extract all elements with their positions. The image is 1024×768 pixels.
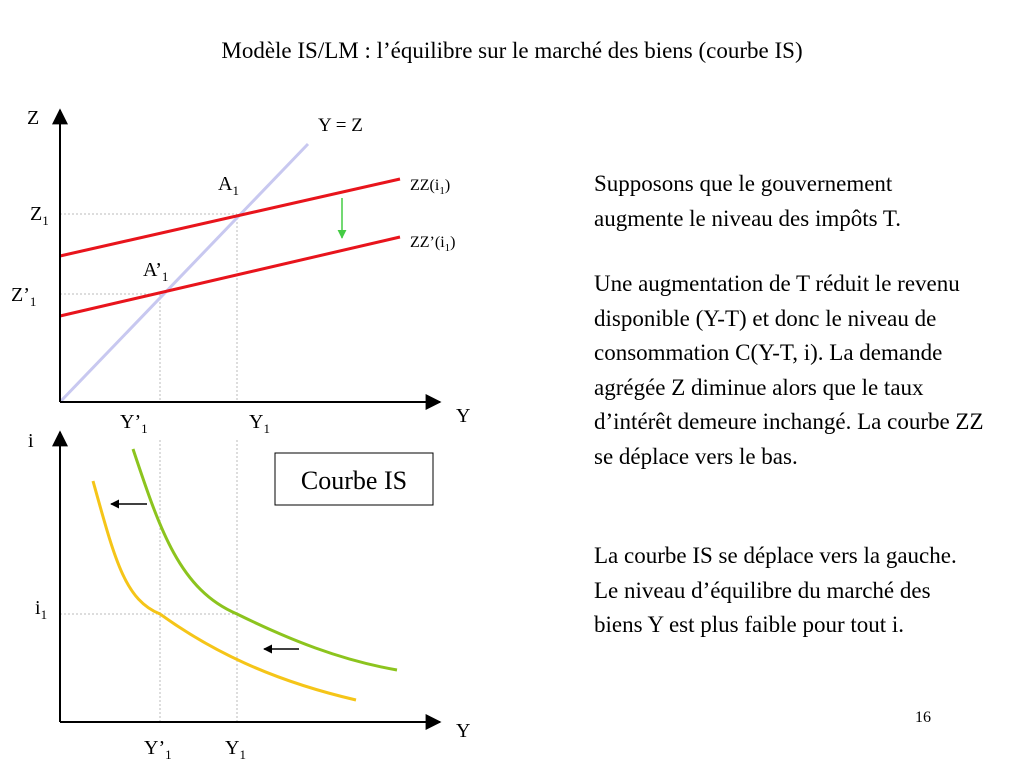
zz-curve-lower: [60, 237, 400, 316]
text-paragraph-1: Supposons que le gouvernement augmente le niveau des impôts T.: [594, 171, 902, 231]
label-zz-upper: $ZZ(i_1)$: [410, 177, 451, 197]
page-number: 16: [915, 709, 931, 726]
bottom-graph: [28, 430, 470, 762]
courbe-is-label: Courbe IS: [300, 466, 408, 495]
diagonal-y-equals-z: [60, 144, 308, 402]
label-bottom-y1-prime: $Y’_1$: [144, 737, 172, 762]
label-top-y1: $Y_1$: [249, 411, 270, 436]
label-bottom-y1: $Y_1$: [225, 737, 246, 762]
label-z1: $Z_1$: [30, 203, 49, 228]
label-z1-prime: $Z’_1$: [11, 284, 37, 309]
label-top-y1-prime: $Y’_1$: [120, 411, 148, 436]
top-y-axis-label: Z: [27, 107, 40, 129]
text-paragraph-3: La courbe IS se déplace vers la gauche. Le niveau d’équilibre du marché des biens Y est plus faible pour tout i.: [594, 543, 957, 637]
label-i1: $i_1$: [35, 597, 48, 622]
top-graph: [11, 107, 470, 436]
label-point-a1-prime: $A’_1$: [143, 259, 169, 284]
top-x-axis-label: Y: [456, 405, 471, 427]
label-point-a1: $A_1$: [218, 173, 239, 198]
bottom-y-axis-label: i: [28, 430, 34, 452]
bottom-x-axis-label: Y: [456, 720, 471, 742]
is-curve-shifted: [93, 481, 356, 700]
slide-title: Modèle IS/LM : l’équilibre sur le marché des biens (courbe IS): [221, 38, 803, 63]
label-zz-lower: $ZZ’(i_1)$: [410, 234, 456, 254]
text-paragraph-2: Une augmentation de T réduit le revenu disponible (Y-T) et donc le niveau de consommation C(Y-T, i). La demande agrégée Z diminue alors que le taux d’intérêt demeure inchangé. La courbe ZZ se déplace vers le bas.: [594, 271, 984, 469]
diagonal-label: Y = Z: [318, 115, 363, 136]
